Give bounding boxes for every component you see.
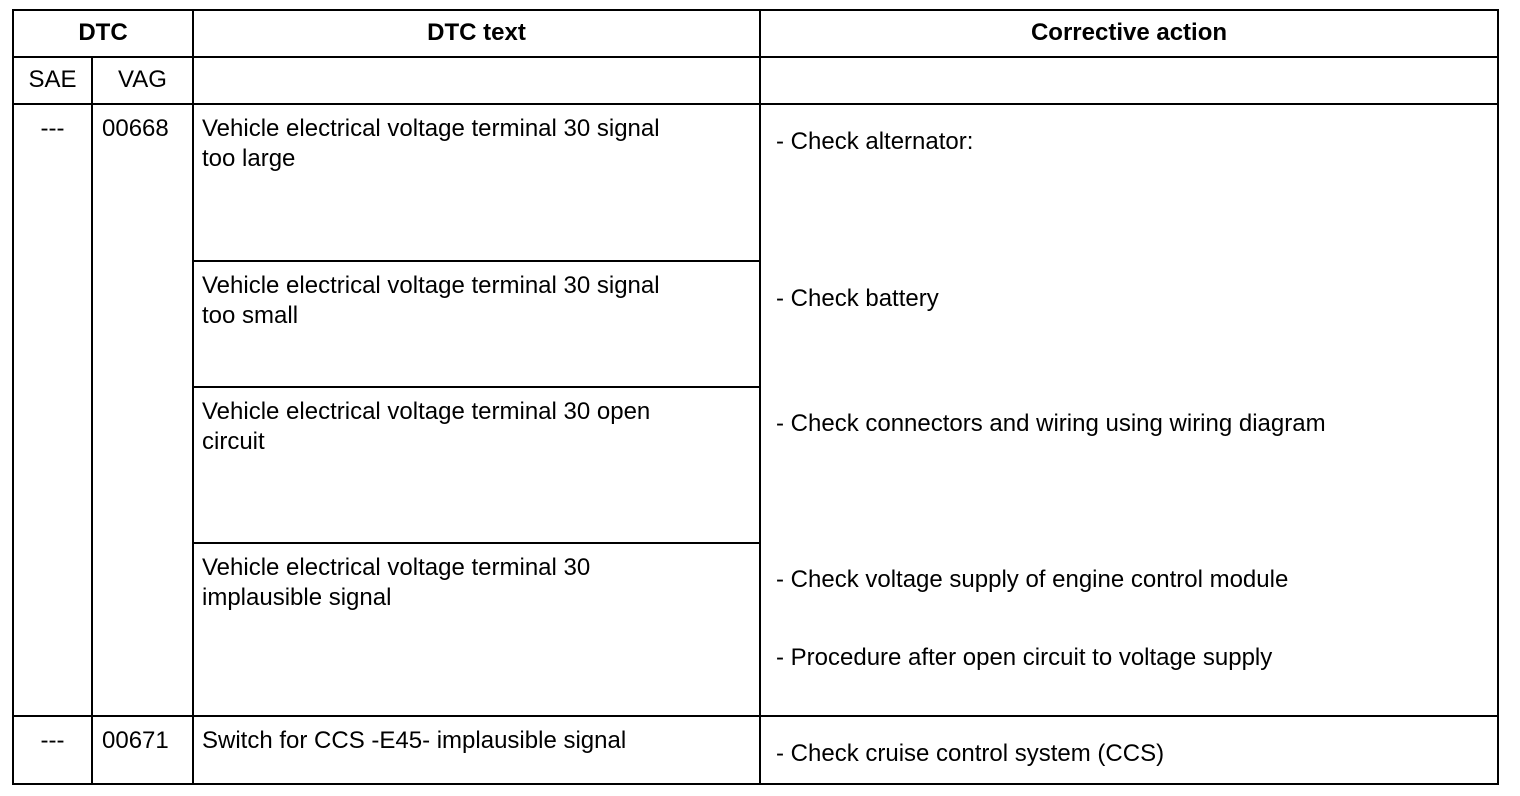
row2-vag: 00671 <box>102 727 169 754</box>
row1-text3-line1: Vehicle electrical voltage terminal 30 open <box>202 398 651 425</box>
header-dtc: DTC <box>78 19 128 46</box>
sae-vag-divider <box>91 56 93 785</box>
row1-text2-line2: too small <box>202 302 299 329</box>
header-divider <box>12 56 1499 58</box>
table-border-top <box>12 9 1499 11</box>
row1-action-battery: - Check battery <box>776 285 939 312</box>
dtc-text-divider-3 <box>192 542 761 544</box>
subheader-vag: VAG <box>118 66 167 93</box>
row2-sae: --- <box>40 727 65 754</box>
row1-vag: 00668 <box>102 115 169 142</box>
row1-text3-line2: circuit <box>202 428 265 455</box>
row1-text4-line2: implausible signal <box>202 584 392 611</box>
dtc-column-divider <box>192 9 194 785</box>
row1-action-wiring: - Check connectors and wiring using wiring diagram <box>776 410 1326 437</box>
dtc-text-divider-2 <box>192 386 761 388</box>
subheader-sae: SAE <box>28 66 77 93</box>
row2-text1: Switch for CCS -E45- implausible signal <box>202 727 627 754</box>
header-dtc-text: DTC text <box>427 19 526 46</box>
row-divider <box>12 715 1499 717</box>
row1-text1-line2: too large <box>202 145 296 172</box>
row1-text2-line1: Vehicle electrical voltage terminal 30 signal <box>202 272 660 299</box>
row1-text4-line1: Vehicle electrical voltage terminal 30 <box>202 554 591 581</box>
table-border-bottom <box>12 783 1499 785</box>
row1-text1-line1: Vehicle electrical voltage terminal 30 signal <box>202 115 660 142</box>
subheader-divider <box>12 103 1499 105</box>
row1-action-procedure: - Procedure after open circuit to voltage supply <box>776 644 1273 671</box>
row1-action-voltage-supply: - Check voltage supply of engine control module <box>776 566 1289 593</box>
table-border-right <box>1497 9 1499 785</box>
row1-sae: --- <box>40 115 65 142</box>
row1-action-alternator: - Check alternator: <box>776 128 974 155</box>
dtc-text-divider-1 <box>192 260 761 262</box>
text-action-divider <box>759 9 761 785</box>
row2-action-ccs: - Check cruise control system (CCS) <box>776 740 1165 767</box>
header-corrective-action: Corrective action <box>1030 19 1228 46</box>
